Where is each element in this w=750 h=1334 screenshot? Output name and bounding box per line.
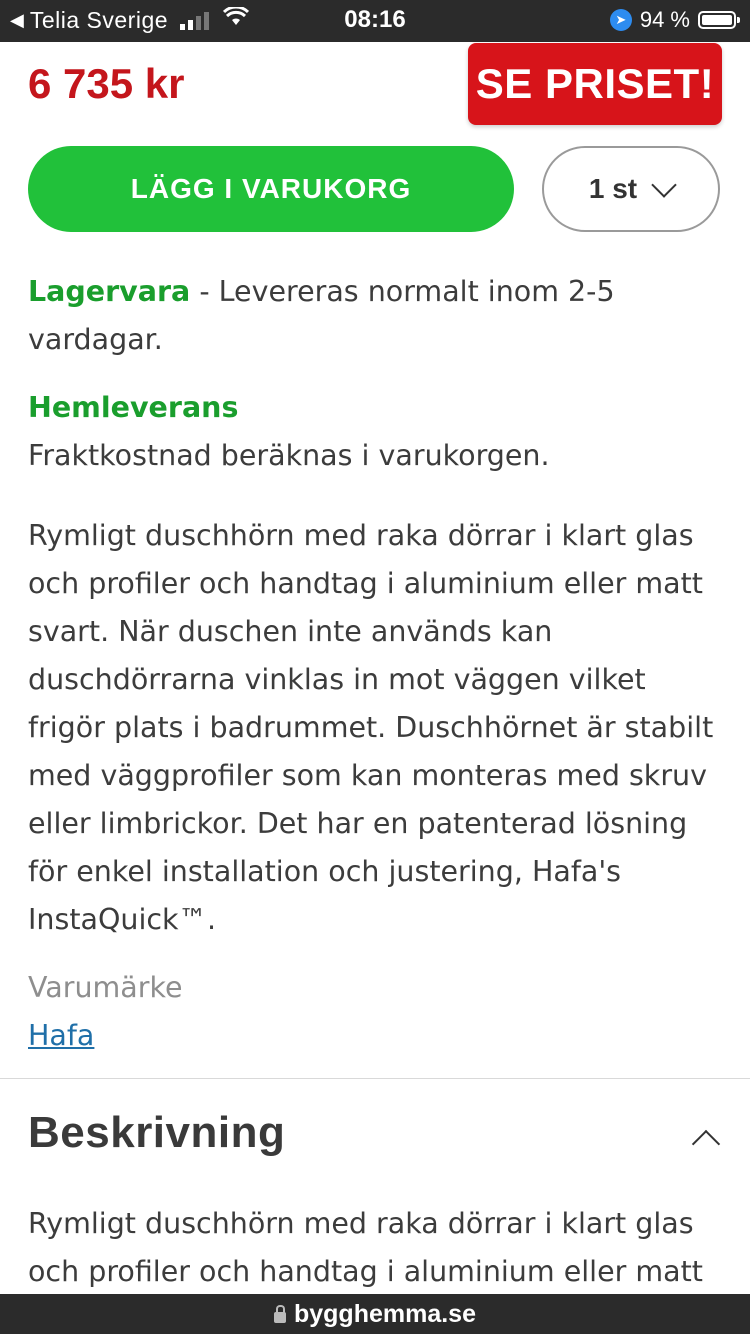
product-summary: Rymligt duschhörn med raka dörrar i klart glas och profiler och handtag i aluminium eller matt svart. När duschen inte används kan duschdörrarna vinklas in mot väggen vilket frigör plats i badrummet. Duschhörnet är stabilt med väggprofiler som kan monteras med skruv eller limbrickor. Det har en patenterad lösning för enkel installation och justering, Hafa's InstaQuick™. [28, 519, 714, 936]
quantity-value: 1 st [588, 173, 638, 204]
clock: 08:16 [344, 6, 406, 33]
url-text: bygghemma.se [293, 1299, 476, 1328]
lock-icon [274, 1312, 286, 1323]
home-delivery-text: Fraktkostnad beräknas i varukorgen. [28, 439, 550, 472]
product-price: 6 735 kr [28, 60, 185, 107]
stock-info [28, 268, 722, 364]
quantity-select[interactable] [542, 146, 720, 232]
location-icon: ➤ [610, 9, 632, 31]
stock-label: Lagervara [28, 275, 191, 308]
brand-link[interactable]: Hafa [28, 1019, 95, 1052]
chevron-up-icon[interactable] [692, 1130, 720, 1158]
divider [0, 1078, 750, 1079]
add-to-cart-button[interactable] [28, 146, 514, 232]
status-bar [0, 0, 750, 42]
carrier-name: Telia Sverige [29, 6, 169, 33]
chevron-down-icon [651, 172, 676, 197]
battery-icon [698, 11, 736, 29]
see-price-button[interactable]: SE PRISET! [468, 43, 722, 125]
back-arrow-icon[interactable]: ◀ [10, 9, 24, 30]
description-text: Rymligt duschhörn med raka dörrar i klart glas och profiler och handtag i aluminium eller matt [28, 1207, 703, 1288]
battery-percent: 94 % [639, 7, 690, 32]
status-right [610, 7, 736, 33]
brand-label: Varumärke [28, 971, 183, 1004]
home-delivery-title: Hemleverans [28, 391, 239, 424]
description-section-title[interactable]: Beskrivning [28, 1108, 286, 1157]
add-to-cart-label: LÄGG I VARUKORG [130, 173, 412, 204]
browser-url-bar[interactable] [0, 1294, 750, 1334]
stock-text: - Levereras normalt inom 2-5 vardagar. [28, 275, 615, 356]
